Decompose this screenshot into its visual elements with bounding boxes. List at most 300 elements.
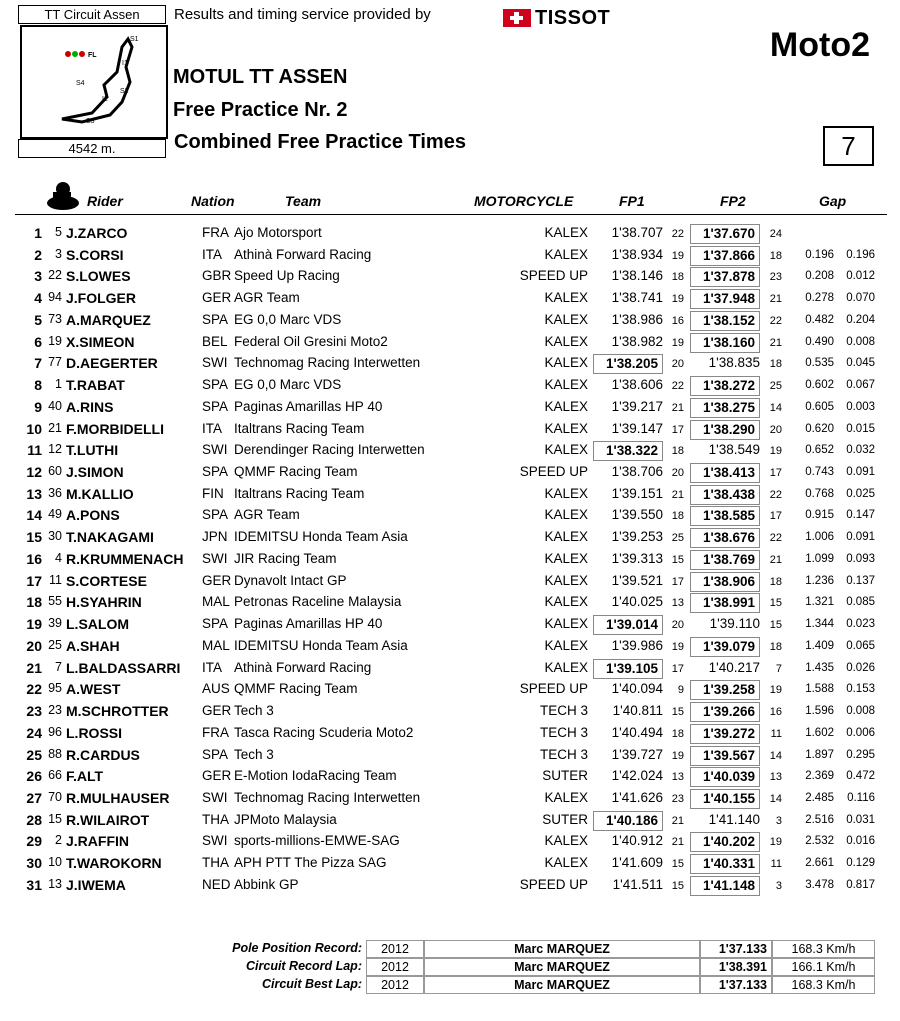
nation: ITA (202, 420, 222, 436)
team: Abbink GP (234, 876, 299, 892)
table-header (15, 182, 887, 215)
fp1-time: 1'40.912 (611, 833, 663, 849)
gap-to-previous: 0.008 (846, 705, 875, 718)
fp1-laps: 19 (671, 640, 684, 653)
nation: JPN (202, 529, 228, 545)
fp2-laps: 21 (769, 336, 782, 349)
motorcycle-rider-icon (43, 181, 83, 211)
motorcycle: SPEED UP (519, 464, 588, 480)
rider-number: 60 (48, 464, 62, 479)
nation: GER (202, 290, 232, 306)
fp1-time: 1'39.014 (593, 615, 663, 635)
fp2-time: 1'41.148 (690, 876, 760, 896)
fp1-time: 1'40.186 (593, 811, 663, 831)
fp1-laps: 15 (671, 879, 684, 892)
table-row (0, 638, 900, 660)
fp2-time: 1'38.991 (690, 593, 760, 613)
gap-to-first: 0.915 (805, 509, 834, 522)
position: 21 (26, 659, 42, 676)
table-row (0, 790, 900, 812)
team: AGR Team (234, 507, 300, 523)
motorcycle: KALEX (544, 789, 588, 805)
fp2-laps: 11 (770, 858, 782, 871)
team: Tasca Racing Scuderia Moto2 (234, 724, 414, 740)
fp2-time: 1'39.258 (690, 680, 760, 700)
fp2-laps: 13 (769, 771, 782, 784)
record-label: Circuit Best Lap: (261, 977, 362, 991)
map-label-s2: S2 (120, 88, 129, 95)
team: QMMF Racing Team (234, 681, 358, 697)
table-row (0, 616, 900, 638)
nation: SWI (202, 833, 228, 849)
fp2-time: 1'37.670 (690, 224, 760, 244)
rider-name: R.KRUMMENACH (66, 550, 184, 567)
rider-name: T.WAROKORN (66, 855, 162, 872)
nation: GER (202, 768, 232, 784)
fp2-laps: 18 (769, 358, 782, 371)
position: 8 (34, 377, 42, 394)
map-label-s3: S3 (86, 118, 95, 125)
fp1-laps: 21 (671, 401, 684, 414)
rider-number: 19 (48, 333, 62, 348)
fp1-time: 1'41.609 (611, 855, 663, 871)
rider-number: 23 (48, 703, 62, 718)
fp1-time: 1'39.217 (611, 398, 663, 414)
team: Tech 3 (234, 703, 274, 719)
gap-to-previous: 0.008 (846, 335, 875, 348)
record-rider: Marc MARQUEZ (424, 958, 700, 976)
map-label-i2: I2 (102, 96, 108, 103)
gap-to-first: 1.897 (805, 748, 834, 761)
rider-name: L.ROSSI (66, 724, 123, 741)
fp1-laps: 17 (671, 662, 684, 675)
fp2-time: 1'39.079 (690, 637, 760, 657)
record-time: 1'37.133 (700, 940, 772, 958)
gap-to-previous: 0.137 (846, 574, 875, 587)
fp1-laps: 22 (671, 380, 684, 393)
record-rider: Marc MARQUEZ (424, 976, 700, 994)
nation: SPA (202, 464, 229, 480)
fp2-time: 1'38.272 (690, 376, 760, 396)
team: Ajo Motorsport (234, 225, 322, 240)
rider-number: 73 (48, 311, 62, 326)
header-nation: Nation (191, 193, 235, 209)
position: 3 (34, 268, 42, 285)
map-label-s4: S4 (76, 80, 85, 87)
rider-number: 5 (55, 225, 62, 239)
team: Federal Oil Gresini Moto2 (234, 333, 388, 349)
rider-name: T.LUTHI (66, 442, 119, 459)
motorcycle: KALEX (544, 550, 588, 566)
rider-name: J.SIMON (66, 464, 124, 481)
fp1-time: 1'41.626 (611, 789, 663, 805)
motorcycle: SPEED UP (519, 268, 588, 284)
fp2-time: 1'41.140 (708, 811, 760, 827)
team: Dynavolt Intact GP (234, 572, 347, 588)
fp2-time: 1'40.217 (708, 659, 760, 675)
rider-name: R.WILAIROT (66, 811, 150, 828)
fp1-time: 1'38.146 (611, 268, 663, 284)
fp1-time: 1'41.511 (612, 876, 663, 892)
table-row (0, 855, 900, 877)
fp2-laps: 18 (769, 249, 782, 262)
team: Petronas Raceline Malaysia (234, 594, 402, 610)
fp1-time: 1'38.934 (611, 246, 663, 262)
team: Speed Up Racing (234, 268, 340, 284)
team: Athinà Forward Racing (234, 659, 372, 675)
fp2-time: 1'38.413 (690, 463, 760, 483)
table-row (0, 725, 900, 747)
gap-to-first: 2.516 (805, 813, 834, 826)
fp1-time: 1'38.986 (611, 311, 663, 327)
table-row (0, 877, 900, 899)
header-fp2: FP2 (720, 193, 746, 209)
gap-to-first: 0.482 (805, 313, 834, 326)
position: 27 (26, 789, 42, 806)
nation: FRA (202, 225, 229, 240)
fp1-time: 1'40.025 (611, 594, 663, 610)
position: 29 (26, 833, 42, 850)
record-time: 1'38.391 (700, 958, 772, 976)
rider-name: R.CARDUS (66, 746, 140, 763)
gap-to-previous: 0.091 (846, 466, 875, 479)
fp2-time: 1'37.866 (690, 246, 760, 266)
nation: THA (202, 855, 229, 871)
fp1-time: 1'39.521 (611, 572, 663, 588)
team: Tech 3 (234, 746, 274, 762)
fp1-laps: 22 (671, 228, 684, 240)
fp1-laps: 19 (671, 336, 684, 349)
rider-name: F.MORBIDELLI (66, 420, 164, 437)
gap-to-previous: 0.070 (846, 292, 875, 305)
team: Technomag Racing Interwetten (234, 789, 421, 805)
fp2-time: 1'38.549 (708, 442, 760, 458)
rider-number: 30 (48, 529, 62, 544)
team: Technomag Racing Interwetten (234, 355, 421, 371)
team: Derendinger Racing Interwetten (234, 442, 425, 458)
timing-provider: Results and timing service provided by (174, 6, 431, 23)
position: 10 (26, 420, 42, 437)
record-label: Circuit Record Lap: (246, 959, 362, 973)
session-title: Free Practice Nr. 2 (173, 99, 348, 121)
table-row (0, 399, 900, 421)
rider-number: 13 (48, 876, 62, 891)
fp1-laps: 16 (671, 314, 684, 327)
nation: MAL (202, 594, 230, 610)
table-row (0, 594, 900, 616)
fp2-laps: 16 (769, 706, 782, 719)
position: 14 (26, 507, 42, 524)
nation: SWI (202, 442, 228, 458)
nation: THA (202, 811, 229, 827)
nation: NED (202, 876, 231, 892)
nation: SWI (202, 789, 228, 805)
gap-to-previous: 0.196 (846, 248, 875, 261)
gap-to-previous: 0.003 (846, 400, 875, 413)
gap-to-previous: 0.093 (846, 552, 875, 565)
motorcycle: TECH 3 (539, 724, 588, 740)
team: Paginas Amarillas HP 40 (234, 398, 383, 414)
gap-to-first: 0.620 (805, 422, 834, 435)
fp2-time: 1'38.160 (690, 333, 760, 353)
motorcycle: KALEX (544, 246, 588, 262)
rider-name: F.ALT (66, 768, 104, 785)
nation: BEL (202, 333, 228, 349)
fp1-time: 1'40.811 (612, 703, 663, 719)
position: 12 (26, 464, 42, 481)
rider-number: 88 (48, 746, 62, 761)
gap-to-previous: 0.031 (846, 813, 875, 826)
record-year: 2012 (366, 976, 424, 994)
fp2-time: 1'39.110 (709, 616, 760, 632)
team: EG 0,0 Marc VDS (234, 311, 342, 327)
map-label-fl: FL (88, 52, 97, 59)
position: 4 (34, 290, 42, 307)
gap-to-previous: 0.006 (846, 726, 875, 739)
team: JPMoto Malaysia (234, 811, 337, 827)
table-row (0, 573, 900, 595)
position: 15 (26, 529, 42, 546)
gap-to-previous: 0.472 (846, 770, 875, 783)
gap-to-previous: 0.045 (846, 357, 875, 370)
fp1-time: 1'39.727 (611, 746, 663, 762)
fp2-laps: 3 (775, 814, 782, 827)
table-row (0, 290, 900, 312)
fp2-time: 1'39.567 (690, 746, 760, 766)
gap-to-first: 1.006 (805, 531, 834, 544)
team: AGR Team (234, 290, 300, 306)
fp2-time: 1'38.275 (690, 398, 760, 418)
gap-to-previous: 0.016 (846, 835, 875, 848)
fp2-laps: 21 (769, 293, 782, 306)
fp1-laps: 23 (671, 792, 684, 805)
gap-to-first: 2.661 (805, 857, 834, 870)
record-rider: Marc MARQUEZ (424, 940, 700, 958)
fp1-laps: 21 (671, 814, 684, 827)
position: 7 (34, 355, 42, 372)
gap-to-first: 1.596 (805, 705, 834, 718)
fp2-laps: 3 (775, 879, 782, 892)
nation: FIN (202, 485, 224, 501)
motorcycle: KALEX (544, 529, 588, 545)
fp1-time: 1'38.741 (611, 290, 663, 306)
fp2-laps: 22 (769, 488, 782, 501)
rider-name: J.RAFFIN (66, 833, 129, 850)
rider-number: 40 (48, 398, 62, 413)
gap-to-previous: 0.067 (846, 379, 875, 392)
gap-to-first: 1.435 (805, 661, 834, 674)
gap-to-first: 1.236 (805, 574, 834, 587)
position: 31 (26, 876, 42, 893)
motorcycle: KALEX (544, 442, 588, 458)
motorcycle: KALEX (544, 616, 588, 632)
fp2-laps: 17 (769, 467, 782, 480)
record-speed: 166.1 Km/h (772, 958, 875, 976)
fp2-laps: 7 (775, 662, 782, 675)
fp2-laps: 15 (769, 619, 782, 632)
rider-name: T.RABAT (66, 377, 125, 394)
fp1-time: 1'38.606 (611, 377, 663, 393)
fp2-laps: 19 (769, 445, 782, 458)
table-row (0, 268, 900, 290)
position: 16 (26, 550, 42, 567)
gap-to-first: 0.768 (805, 487, 834, 500)
nation: MAL (202, 637, 230, 653)
fp1-laps: 18 (671, 727, 684, 740)
gap-to-first: 3.478 (805, 878, 834, 891)
circuit-name: TT Circuit Assen (18, 5, 166, 24)
position: 18 (26, 594, 42, 611)
nation: AUS (202, 681, 230, 697)
rider-number: 77 (48, 355, 62, 370)
rider-number: 21 (48, 420, 62, 435)
gap-to-first: 1.409 (805, 639, 834, 652)
rider-number: 96 (48, 724, 62, 739)
motorcycle: KALEX (544, 290, 588, 306)
fp2-time: 1'39.266 (690, 702, 760, 722)
fp2-laps: 19 (769, 836, 782, 849)
gap-to-first: 0.652 (805, 444, 834, 457)
gap-to-first: 1.602 (805, 726, 834, 739)
fp1-laps: 19 (671, 249, 684, 262)
rider-name: X.SIMEON (66, 333, 135, 350)
fp2-laps: 21 (769, 553, 782, 566)
team: Athinà Forward Racing (234, 246, 372, 262)
rider-number: 95 (48, 681, 62, 696)
record-time: 1'37.133 (700, 976, 772, 994)
rider-number: 25 (48, 637, 62, 652)
fp1-time: 1'42.024 (611, 768, 663, 784)
brand-name: TISSOT (535, 6, 611, 29)
rider-name: J.FOLGER (66, 290, 137, 307)
team: APH PTT The Pizza SAG (234, 855, 387, 871)
fp1-time: 1'40.094 (611, 681, 663, 697)
gap-to-first: 2.485 (805, 791, 834, 804)
table-row (0, 421, 900, 443)
gap-to-first: 2.532 (805, 835, 834, 848)
gap-to-first: 0.602 (805, 379, 834, 392)
rider-name: A.PONS (66, 507, 120, 524)
motorcycle: KALEX (544, 333, 588, 349)
nation: SWI (202, 550, 228, 566)
position: 13 (26, 485, 42, 502)
gap-to-previous: 0.147 (846, 509, 875, 522)
circuit-info (18, 5, 166, 157)
position: 1 (34, 225, 42, 241)
rider-number: 49 (48, 507, 62, 522)
gap-to-first: 1.344 (805, 618, 834, 631)
rider-number: 55 (48, 594, 62, 609)
fp1-laps: 21 (671, 836, 684, 849)
fp1-time: 1'39.105 (593, 659, 663, 679)
fp2-laps: 17 (769, 510, 782, 523)
rider-name: A.WEST (66, 681, 121, 698)
page-number: 7 (823, 126, 874, 166)
gap-to-previous: 0.129 (846, 857, 875, 870)
rider-number: 10 (48, 855, 62, 870)
motorcycle: SUTER (542, 811, 588, 827)
fp1-laps: 20 (671, 358, 684, 371)
results-subtitle: Combined Free Practice Times (174, 131, 466, 153)
table-row (0, 355, 900, 377)
team: sports-millions-EMWE-SAG (234, 833, 400, 849)
table-row (0, 660, 900, 682)
rider-name: A.RINS (66, 398, 114, 415)
rider-number: 70 (48, 789, 62, 804)
rider-name: S.CORTESE (66, 572, 147, 589)
fp2-laps: 15 (769, 597, 782, 610)
table-row (0, 247, 900, 269)
rider-name: S.LOWES (66, 268, 131, 285)
gap-to-previous: 0.023 (846, 618, 875, 631)
fp2-laps: 14 (769, 749, 782, 762)
fp1-time: 1'39.313 (611, 550, 663, 566)
gap-to-first: 1.099 (805, 552, 834, 565)
fp1-laps: 17 (671, 423, 684, 436)
fp1-laps: 15 (671, 553, 684, 566)
fp2-laps: 23 (769, 271, 782, 284)
nation: SPA (202, 746, 229, 762)
fp1-laps: 18 (671, 271, 684, 284)
fp1-laps: 20 (671, 619, 684, 632)
gap-to-first: 0.196 (805, 248, 834, 261)
record-speed: 168.3 Km/h (772, 976, 875, 994)
fp2-time: 1'40.331 (690, 854, 760, 874)
rider-number: 39 (48, 616, 62, 631)
motorcycle: SUTER (542, 768, 588, 784)
motorcycle: KALEX (544, 355, 588, 371)
gap-to-first: 0.208 (805, 270, 834, 283)
nation: FRA (202, 724, 229, 740)
position: 6 (34, 333, 42, 350)
fp1-laps: 9 (677, 684, 684, 697)
team: EG 0,0 Marc VDS (234, 377, 342, 393)
team: IDEMITSU Honda Team Asia (234, 637, 408, 653)
motorcycle: SPEED UP (519, 876, 588, 892)
rider-name: L.BALDASSARRI (66, 659, 181, 676)
rider-name: A.MARQUEZ (66, 311, 151, 328)
rider-number: 7 (55, 659, 62, 674)
motorcycle: KALEX (544, 855, 588, 871)
gap-to-previous: 0.012 (846, 270, 875, 283)
fp1-laps: 21 (671, 488, 684, 501)
table-row (0, 681, 900, 703)
gap-to-previous: 0.032 (846, 444, 875, 457)
gap-to-previous: 0.025 (846, 487, 875, 500)
gap-to-previous: 0.015 (846, 422, 875, 435)
position: 28 (26, 811, 42, 828)
table-row (0, 225, 900, 247)
rider-number: 4 (55, 550, 62, 565)
motorcycle: KALEX (544, 420, 588, 436)
motorcycle: KALEX (544, 377, 588, 393)
fp1-time: 1'38.322 (593, 441, 663, 461)
fp1-time: 1'38.982 (611, 333, 663, 349)
fp1-time: 1'39.151 (611, 485, 663, 501)
fp1-laps: 13 (671, 771, 684, 784)
team: QMMF Racing Team (234, 464, 358, 480)
motorcycle: KALEX (544, 398, 588, 414)
rider-name: A.SHAH (66, 637, 120, 654)
fp1-time: 1'39.550 (611, 507, 663, 523)
header-fp1: FP1 (619, 193, 645, 209)
fp1-time: 1'39.253 (611, 529, 663, 545)
fp2-laps: 22 (769, 532, 782, 545)
position: 17 (26, 572, 42, 589)
swiss-cross-icon (503, 9, 531, 27)
record-speed: 168.3 Km/h (772, 940, 875, 958)
motorcycle: KALEX (544, 833, 588, 849)
